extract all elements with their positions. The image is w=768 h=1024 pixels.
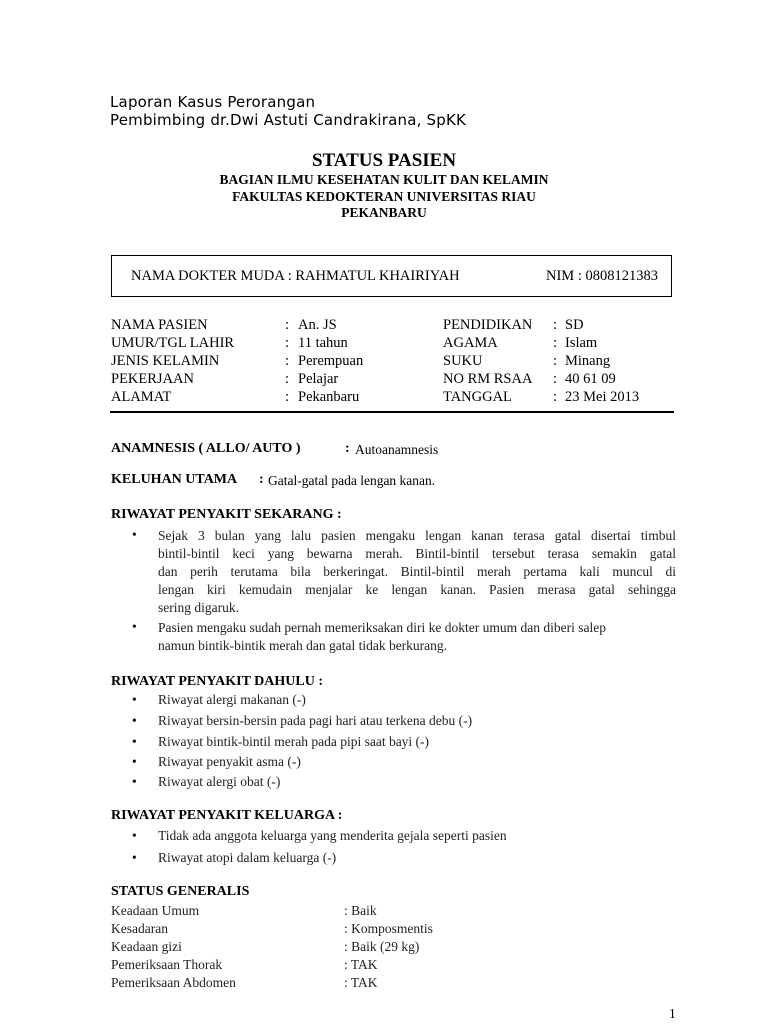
rps-bullet-2: [158, 619, 676, 655]
rpd-item: Riwayat bersin-bersin pada pagi hari atau terkena debu (-): [158, 713, 473, 728]
sg-label: Pemeriksaan Abdomen: [111, 975, 236, 990]
bullet-dot: •: [132, 850, 137, 865]
rpd-heading: RIWAYAT PENYAKIT DAHULU :: [111, 674, 324, 689]
sg-value: : Baik (29 kg): [344, 939, 420, 954]
report-type: Laporan Kasus Perorangan: [110, 93, 316, 111]
anamnesis-value: Autoanamnesis: [355, 442, 439, 457]
rpd-item: Riwayat alergi obat (-): [158, 774, 281, 789]
rps-bullet-1: [158, 527, 676, 617]
bullet-dot: •: [132, 713, 137, 728]
separator: :: [553, 389, 558, 405]
rpk-item: Riwayat atopi dalam keluarga (-): [158, 850, 337, 865]
sg-value: : TAK: [344, 957, 378, 972]
rps-line: namun bintik-bintik merah dan gatal tidak berkurang.: [158, 638, 448, 653]
status-generalis-heading: STATUS GENERALIS: [111, 884, 250, 899]
rpk-item: Tidak ada anggota keluarga yang menderita gejala seperti pasien: [158, 828, 507, 843]
department: BAGIAN ILMU KESEHATAN KULIT DAN KELAMIN: [219, 172, 549, 187]
age-label: UMUR/TGL LAHIR: [111, 335, 235, 351]
address-value: Pekanbaru: [298, 389, 360, 405]
sg-label: Keadaan Umum: [111, 903, 200, 918]
record-number-label: NO RM RSAA: [443, 371, 533, 387]
education-label: PENDIDIKAN: [443, 317, 533, 333]
sg-value: : Komposmentis: [344, 921, 433, 936]
sg-label: Kesadaran: [111, 921, 168, 936]
sg-label: Keadaan gizi: [111, 939, 182, 954]
page-number: 1: [669, 1006, 676, 1021]
chief-complaint-label: KELUHAN UTAMA: [111, 472, 238, 487]
doctor-nim: NIM : 0808121383: [546, 268, 658, 284]
sex-label: JENIS KELAMIN: [111, 353, 220, 369]
bullet-dot: •: [132, 692, 137, 707]
address-label: ALAMAT: [111, 389, 172, 405]
separator: :: [285, 353, 290, 369]
sg-value: : TAK: [344, 975, 378, 990]
ethnicity-value: Minang: [565, 353, 611, 369]
rps-line: Pasien mengaku sudah pernah memeriksakan diri ke dokter umum dan diberi salep: [158, 620, 606, 635]
sg-value: : Baik: [344, 903, 377, 918]
rps-line: Sejak 3 bulan yang lalu pasien mengaku lengan kanan terasa gatal disertai timbul: [158, 528, 676, 543]
separator: :: [285, 389, 290, 405]
rps-line: bintil-bintil keci yang bewarna merah. Bintil-bintil tersebut terasa semakin gatal: [158, 546, 676, 561]
faculty: FAKULTAS KEDOKTERAN UNIVERSITAS RIAU: [232, 189, 536, 204]
occupation-label: PEKERJAAN: [111, 371, 194, 387]
bullet-dot: •: [132, 754, 137, 769]
patient-name-label: NAMA PASIEN: [111, 317, 208, 333]
occupation-value: Pelajar: [298, 371, 339, 387]
separator: :: [285, 317, 290, 333]
separator: :: [553, 317, 558, 333]
rpd-item: Riwayat penyakit asma (-): [158, 754, 301, 769]
chief-complaint-colon: :: [259, 472, 264, 487]
rps-line: dan perih terutama bila berkeringat. Bintil-bintil merah pertama kali muncul di: [158, 564, 676, 579]
separator: :: [553, 371, 558, 387]
ethnicity-label: SUKU: [443, 353, 483, 369]
record-number-value: 40 61 09: [565, 371, 616, 387]
rpd-item: Riwayat alergi makanan (-): [158, 692, 306, 707]
bullet-dot: •: [132, 774, 137, 789]
rps-heading: RIWAYAT PENYAKIT SEKARANG :: [111, 507, 342, 522]
bullet-dot: •: [132, 734, 137, 749]
city: PEKANBARU: [341, 205, 427, 220]
separator: :: [553, 335, 558, 351]
page-title: STATUS PASIEN: [311, 150, 457, 171]
separator: :: [285, 335, 290, 351]
divider: [110, 411, 674, 413]
rps-line: lengan kiri kemudain menjalar ke lengan kanan. Pasien merasa gatal sehingga: [158, 582, 676, 597]
anamnesis-label: ANAMNESIS ( ALLO/ AUTO ): [111, 441, 301, 456]
date-value: 23 Mei 2013: [565, 389, 640, 405]
bullet-dot: •: [132, 619, 137, 634]
separator: :: [285, 371, 290, 387]
doctor-name: NAMA DOKTER MUDA : RAHMATUL KHAIRIYAH: [131, 268, 460, 284]
religion-value: Islam: [565, 335, 598, 351]
education-value: SD: [565, 317, 584, 333]
doctor-box: [111, 255, 672, 297]
bullet-dot: •: [132, 828, 137, 843]
religion-label: AGAMA: [443, 335, 498, 351]
patient-name-value: An. JS: [298, 317, 337, 333]
separator: :: [553, 353, 558, 369]
supervisor: Pembimbing dr.Dwi Astuti Candrakirana, SpKK: [110, 111, 467, 129]
rps-line: sering digaruk.: [158, 600, 239, 615]
anamnesis-colon: :: [345, 441, 350, 456]
rpd-item: Riwayat bintik-bintil merah pada pipi saat bayi (-): [158, 734, 430, 749]
bullet-dot: •: [132, 527, 137, 542]
chief-complaint-value: Gatal-gatal pada lengan kanan.: [268, 473, 436, 488]
rpk-heading: RIWAYAT PENYAKIT KELUARGA :: [111, 808, 343, 823]
sg-label: Pemeriksaan Thorak: [111, 957, 223, 972]
age-value: 11 tahun: [298, 335, 348, 351]
sex-value: Perempuan: [298, 353, 364, 369]
date-label: TANGGAL: [443, 389, 512, 405]
